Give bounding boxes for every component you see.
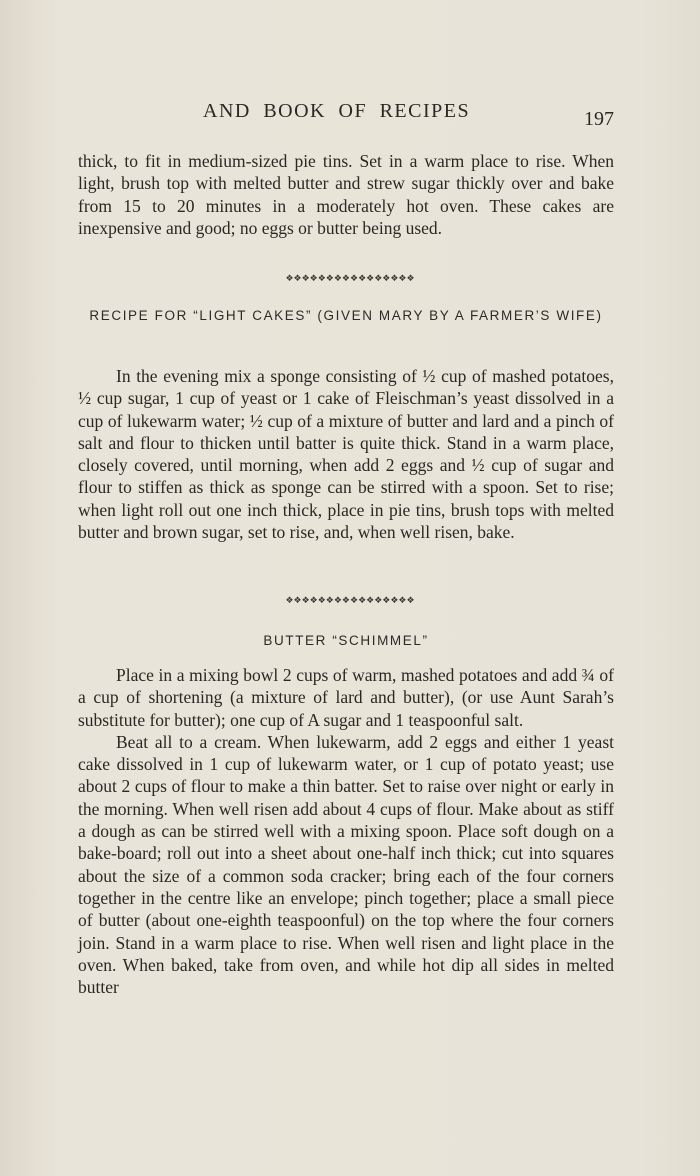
recipe-paragraph: Beat all to a cream. When lukewarm, add 2 eggs and either 1 yeast cake dissolved in 1 cup of lukewarm water, or 1 cup of potato yeast; use about 2 cups of flour to make a thin batter. Set to raise over night or early in the morning. When well risen add about 4 cups of flour. Make about as stiff a dough as can be stirred well with a mixing spoon. Place soft dough on a bake-board; roll out into a sheet about one-half inch thick; cut into squares about the size of a common soda cracker; bring each of the four corners together in the centre like an envelope; pinch together; place a small piece of butter (about one-eighth teaspoonful) on the top where the four corners join. Stand in a warm place to rise. When well risen and light place in the oven. When baked, take from oven, and while hot dip all sides in melted butter xyxy=(78,731,614,998)
recipe-heading-light-cakes: RECIPE FOR “LIGHT CAKES” (GIVEN MARY BY A FARMER’S WIFE) xyxy=(89,308,603,323)
recipe-heading-butter-schimmel: BUTTER “SCHIMMEL” xyxy=(263,633,429,648)
running-title: AND BOOK OF RECIPES xyxy=(203,100,471,122)
continued-paragraph-block xyxy=(78,150,614,239)
page-number: 197 xyxy=(584,108,614,130)
ornament-divider: ❖❖❖❖❖❖❖❖❖❖❖❖❖❖❖❖ xyxy=(285,596,415,606)
recipe-paragraph: In the evening mix a sponge consisting of ½ cup of mashed potatoes, ½ cup sugar, 1 cup of yeast or 1 cake of Fleischman’s yeast dissolved in a cup of lukewarm water; ½ cup of a mixture of butter and lard and a pinch of salt and flour to thicken until batter is quite thick. Stand in a warm place, closely covered, until morning, when add 2 eggs and ½ cup of sugar and flour to stiffen as thick as sponge can be stirred with a spoon. Set to rise; when light roll out one inch thick, place in pie tins, brush tops with melted butter and brown sugar, set to rise, and, when well risen, bake. xyxy=(78,366,614,543)
running-header xyxy=(78,100,614,130)
recipe-body-light-cakes xyxy=(78,365,614,543)
continued-paragraph: thick, to fit in medium-sized pie tins. Set in a warm place to rise. When light, brush top with melted butter and strew sugar thickly over and bake from 15 to 20 minutes in a moderately hot oven. These cakes are inexpensive and good; no eggs or butter being used. xyxy=(78,151,614,238)
recipe-body-butter-schimmel xyxy=(78,664,614,998)
recipe-paragraph: Place in a mixing bowl 2 cups of warm, mashed potatoes and add ¾ of a cup of shortening (a mixture of lard and butter), (or use Aunt Sarah’s substitute for butter); one cup of A sugar and 1 teaspoonful salt. xyxy=(78,665,614,730)
ornament-divider: ❖❖❖❖❖❖❖❖❖❖❖❖❖❖❖❖ xyxy=(285,274,415,284)
